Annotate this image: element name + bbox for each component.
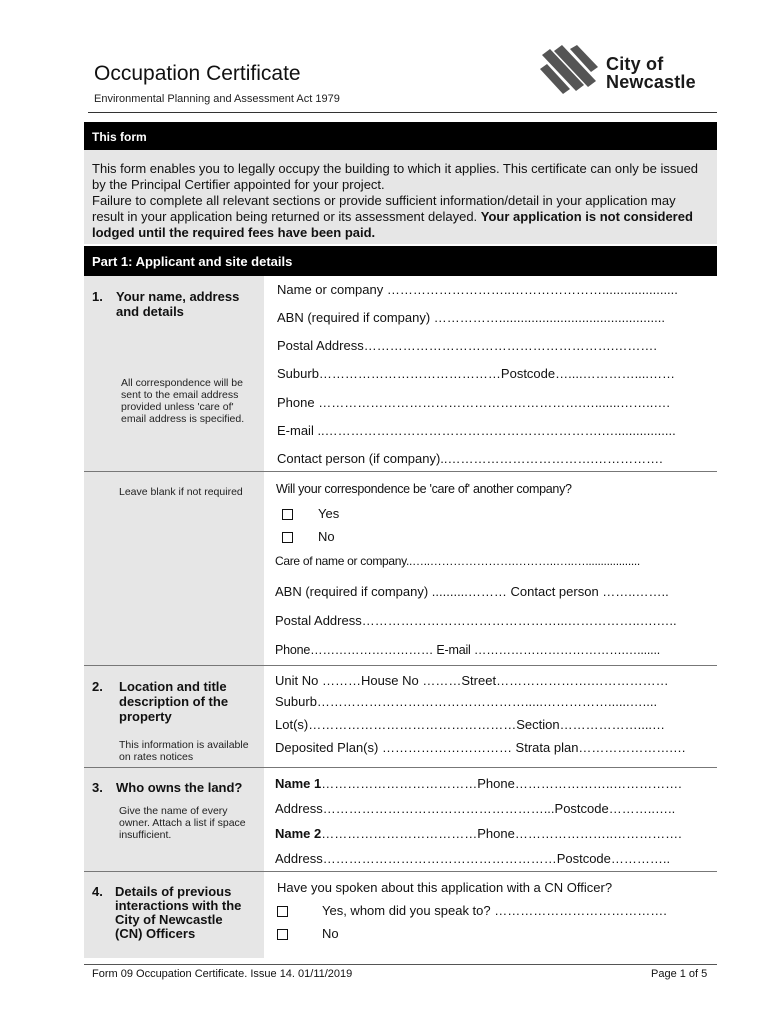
section-2-title-line-1: Location and title	[119, 679, 227, 694]
deposited-strata-plan-field[interactable]: Deposited Plan(s) ………………………… Strata plan………………….…	[275, 740, 687, 755]
section-divider	[84, 871, 717, 872]
section-divider	[84, 767, 717, 768]
section-2-title-line-3: property	[119, 709, 172, 724]
cn-officer-yes-field[interactable]: Yes, whom did you speak to? ………………………………….	[322, 903, 667, 918]
section-2-note: This information is available on rates notices	[119, 739, 249, 763]
care-of-postal-address-field[interactable]: Postal Address………………………………………...……………..….…..	[275, 613, 677, 628]
part-1-heading: Part 1: Applicant and site details	[92, 254, 293, 269]
care-of-yes-option[interactable]	[282, 506, 295, 521]
section-divider	[84, 471, 717, 472]
section-1-number: 1.	[92, 289, 103, 304]
this-form-intro	[84, 150, 717, 244]
section-1-title-line-1: Your name, address	[116, 289, 240, 304]
care-of-no-label: No	[318, 529, 335, 544]
checkbox-icon[interactable]	[277, 906, 288, 917]
name-1-label: Name 1	[275, 776, 322, 791]
owner-address-1-field[interactable]: Address……………………………………………...Postcode………..…..	[275, 801, 676, 816]
lot-section-field[interactable]: Lot(s)…………………………………………Section………………....…	[275, 717, 666, 732]
care-of-yes-label: Yes	[318, 506, 340, 521]
part-1-heading-bar	[84, 246, 717, 276]
care-of-question: Will your correspondence be 'care of' another company?	[276, 482, 572, 496]
section-3-title: Who owns the land?	[116, 780, 243, 795]
section-1-title-line-2: and details	[116, 304, 184, 319]
phone-field[interactable]: Phone …………………………………………………….….......……..….	[277, 395, 670, 410]
owner-address-2-field[interactable]: Address………………………………………………Postcode…………..	[275, 851, 671, 866]
name-or-company-field[interactable]: Name or company ………………………..………………….....................	[277, 282, 678, 297]
section-2-number: 2.	[92, 679, 103, 694]
intro-paragraph-1: This form enables you to legally occupy the building to which it applies. This certificate can only be issued by the Principal Certifier appointed for your project.	[92, 161, 699, 192]
location-suburb-field[interactable]: Suburb………………………………………….....……………......…....	[275, 694, 658, 709]
logo-line-2: Newcastle	[606, 72, 696, 92]
cn-officer-question: Have you spoken about this application with a CN Officer?	[277, 880, 613, 895]
care-of-no-option[interactable]	[282, 529, 295, 544]
city-of-newcastle-logo-text	[606, 55, 696, 91]
name-2-label: Name 2	[275, 826, 322, 841]
owner-name-2-field[interactable]	[275, 826, 713, 841]
intro-paragraph-2-text: Failure to complete all relevant sections or provide sufficient information/detail in your application may result in your application being returned or its assessment delayed.	[92, 193, 676, 224]
postal-address-field[interactable]: Postal Address………………………………………………….……….	[277, 338, 657, 353]
this-form-heading-bar	[84, 122, 717, 150]
name-1-rest: ………………………………Phone…………………..…………….	[321, 776, 682, 791]
header-divider	[88, 112, 717, 113]
city-of-newcastle-logo-icon	[540, 45, 600, 95]
section-4-title-line-1: Details of previous	[115, 884, 232, 899]
intro-paragraph-2	[92, 193, 710, 241]
abn-field[interactable]: ABN (required if company) ……………..............................................	[277, 310, 665, 325]
document-title: Occupation Certificate	[94, 62, 301, 85]
email-field[interactable]: E-mail ..……………………………………………………….….................	[277, 423, 676, 438]
care-of-phone-email-field[interactable]: Phone………………………… E-mail ……………………………….….......	[275, 643, 660, 657]
section-2-title-line-2: description of the	[119, 694, 229, 709]
section-4-title-line-4: (CN) Officers	[115, 926, 196, 941]
intro-paragraph-2-bold: Your application is not considered lodged until the required fees have been paid.	[92, 209, 693, 240]
section-1-note: All correspondence will be sent to the email address provided unless 'care of' email address is specified.	[121, 377, 245, 425]
checkbox-icon[interactable]	[282, 509, 293, 520]
owner-name-1-field[interactable]	[275, 776, 713, 791]
unit-house-street-field[interactable]: Unit No ………House No ………Street………………….………………	[275, 673, 669, 688]
document-subtitle: Environmental Planning and Assessment Act 1979	[94, 93, 340, 105]
checkbox-icon[interactable]	[282, 532, 293, 543]
contact-person-field[interactable]: Contact person (if company)..…………………………….…………….	[277, 451, 663, 466]
section-3-number: 3.	[92, 780, 103, 795]
section-4-title-line-2: interactions with the	[115, 898, 242, 913]
section-3-note: Give the name of every owner. Attach a list if space insufficient.	[119, 805, 246, 841]
footer-page-number: Page 1 of 5	[651, 968, 708, 980]
section-1b-label-column	[84, 472, 264, 665]
footer-divider	[84, 964, 717, 965]
care-of-abn-contact-field[interactable]: ABN (required if company) ..........……… Contact person ……..……..	[275, 584, 669, 599]
cn-officer-yes-option[interactable]	[277, 903, 290, 918]
section-4-title-line-3: City of Newcastle	[115, 912, 223, 927]
section-1b-note: Leave blank if not required	[119, 486, 243, 498]
suburb-postcode-field[interactable]: Suburb……………………………………Postcode…....…………....……	[277, 366, 676, 381]
section-divider	[84, 665, 717, 666]
cn-officer-no-label: No	[322, 926, 339, 941]
checkbox-icon[interactable]	[277, 929, 288, 940]
name-2-rest: ………………………………Phone…………………..…………….	[321, 826, 682, 841]
care-of-name-field[interactable]: Care of name or company..…..………………….………..…..…..................	[275, 554, 640, 568]
this-form-heading: This form	[92, 130, 147, 144]
cn-officer-no-option[interactable]	[277, 926, 290, 941]
section-4-number: 4.	[92, 884, 103, 899]
logo-line-1: City of	[606, 54, 664, 74]
footer-form-info: Form 09 Occupation Certificate. Issue 14. 01/11/2019	[92, 968, 353, 980]
